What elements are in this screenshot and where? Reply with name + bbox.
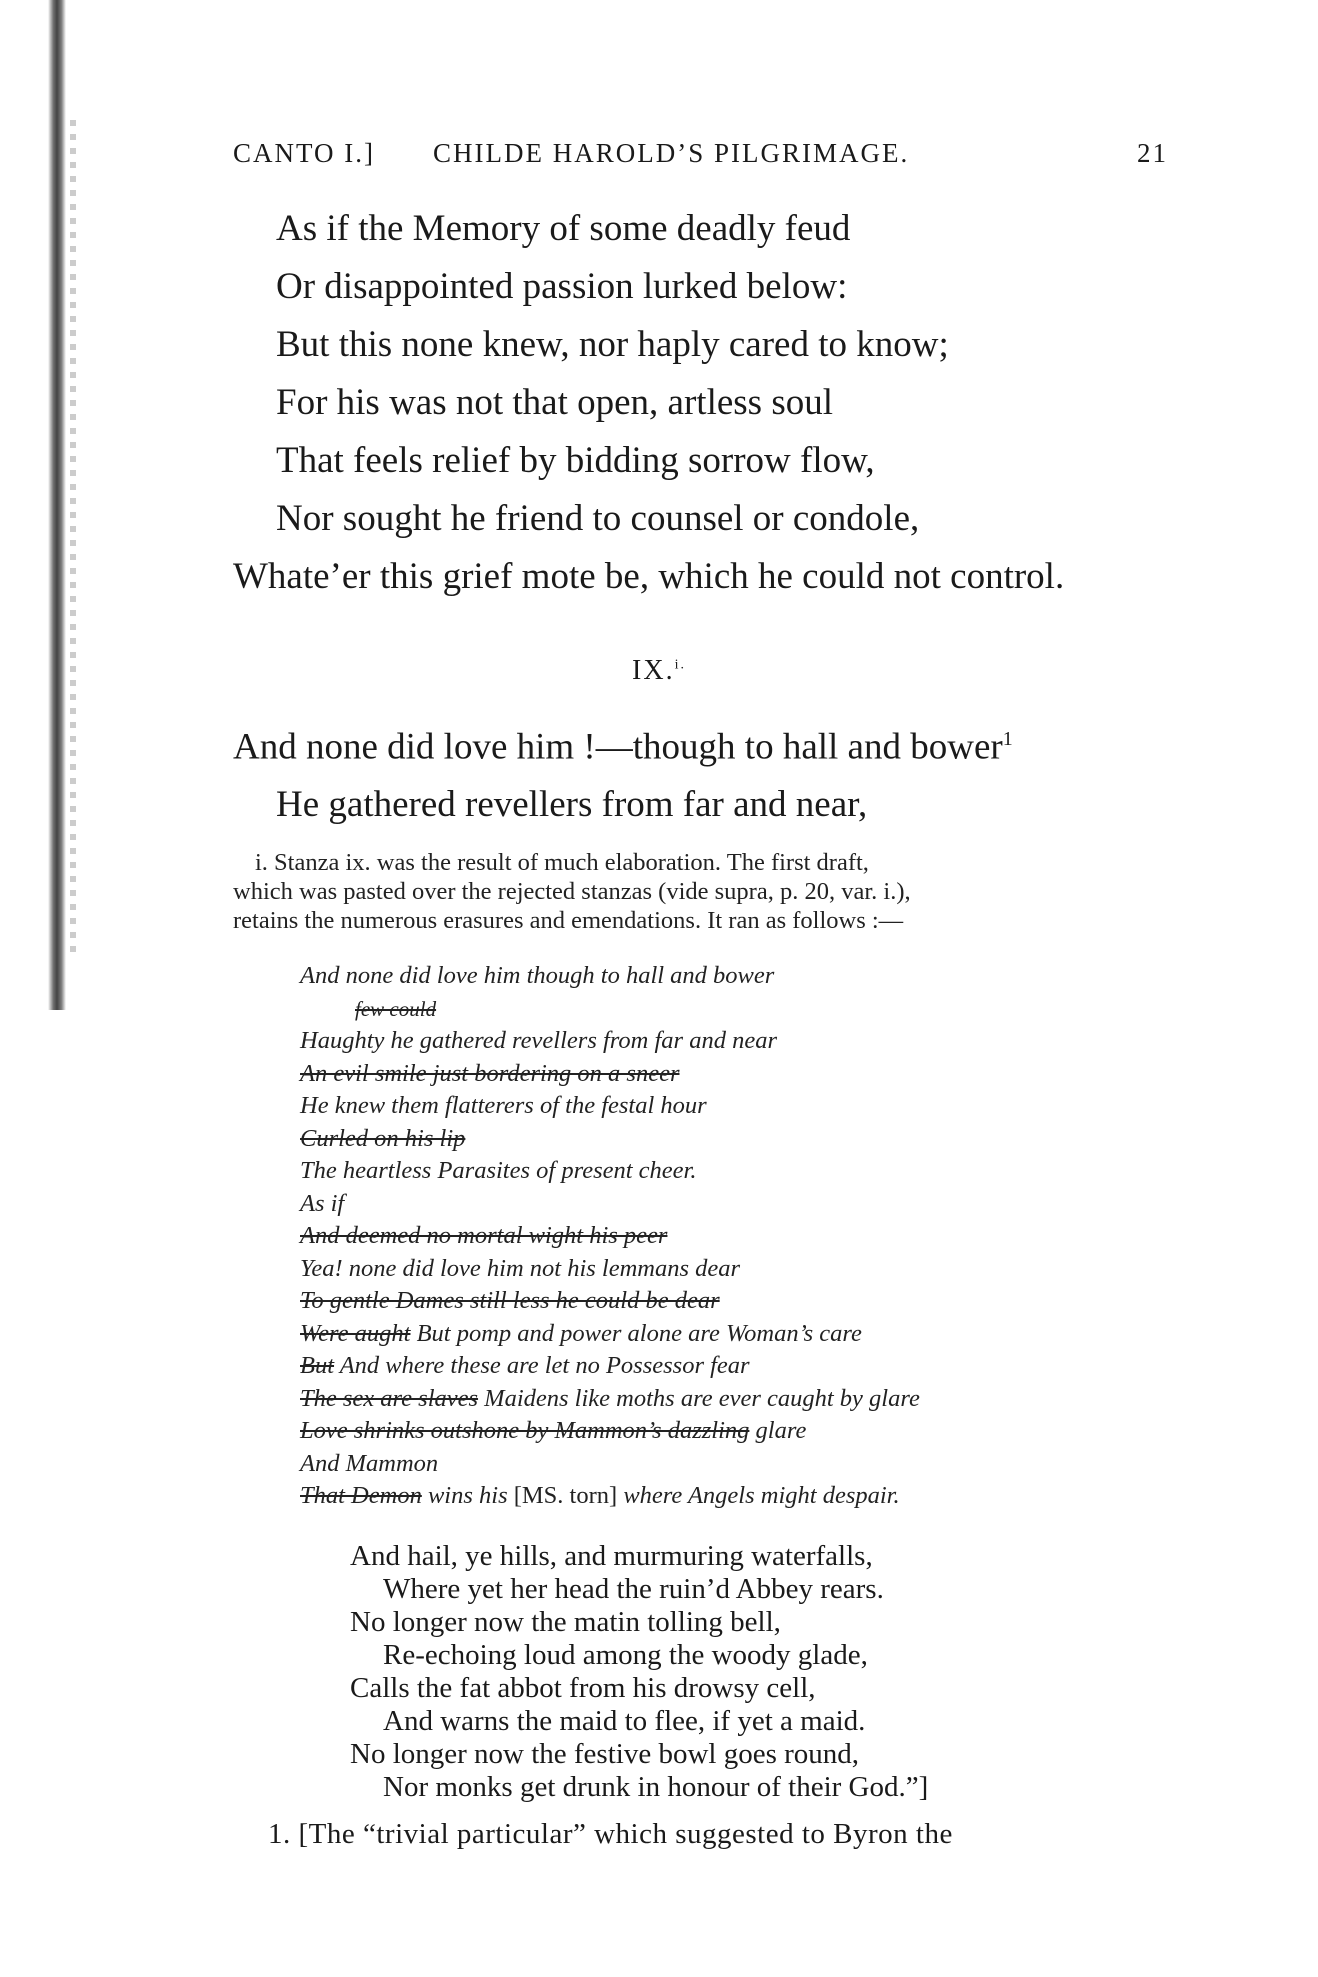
struck-text: But <box>300 1352 335 1379</box>
editorial-note: [MS. torn] <box>513 1482 618 1509</box>
draft-line-struck <box>300 1123 920 1156</box>
note-line: which was pasted over the rejected stanzas (vide supra, p. 20, var. i.), <box>233 878 911 905</box>
struck-text: That Demon <box>300 1482 422 1509</box>
draft-line-struck <box>300 1058 920 1091</box>
poem-line: For his was not that open, artless soul <box>276 382 834 423</box>
quote-line: Calls the fat abbot from his drowsy cell, <box>350 1672 816 1704</box>
struck-text: Were aught <box>300 1319 411 1347</box>
page-binding-shadow <box>70 120 76 960</box>
quote-line: And warns the maid to flee, if yet a maid. <box>383 1705 866 1737</box>
draft-line: Yea! none did love him not his lemmans dear <box>300 1254 741 1282</box>
draft-text: glare <box>749 1417 807 1444</box>
poem-line: As if the Memory of some deadly feud <box>276 208 851 249</box>
footnote-ref: 1 <box>1002 728 1013 750</box>
quote-line: And hail, ye hills, and murmuring waterfalls, <box>350 1540 873 1572</box>
struck-text: few could <box>355 996 437 1021</box>
page-binding-edge <box>48 0 66 1010</box>
quoted-verse <box>350 1540 928 1804</box>
poem-top <box>233 200 1064 606</box>
footnote: 1. [The “trivial particular” which suggested to Byron the <box>268 1818 953 1850</box>
draft-text: But pomp and power alone are Woman’s care <box>410 1319 862 1347</box>
quote-line: No longer now the festive bowl goes round, <box>350 1738 860 1770</box>
first-draft <box>300 960 920 1513</box>
poem-line: That feels relief by bidding sorrow flow, <box>276 440 875 481</box>
stanza-ix-lines <box>233 710 1013 834</box>
header-canto: CANTO I.] <box>233 138 375 168</box>
draft-line: And none did love him though to hall and bower <box>300 962 775 989</box>
poem-line: Or disappointed passion lurked below: <box>276 266 848 307</box>
struck-text: Love shrinks outshone by Mammon’s dazzling <box>300 1417 750 1444</box>
draft-line: Haughty he gathered revellers from far and near <box>300 1027 777 1054</box>
draft-text: And where these are let no Possessor fear <box>334 1352 750 1379</box>
draft-text: where Angels might despair. <box>617 1482 900 1509</box>
poem-line <box>233 710 1013 776</box>
poem-line: Nor sought he friend to counsel or condole, <box>276 498 920 539</box>
struck-text: And deemed no mortal wight his peer <box>300 1222 668 1249</box>
struck-text: The sex are slaves <box>300 1384 479 1412</box>
draft-line <box>300 1318 920 1351</box>
variant-note <box>233 848 1179 935</box>
draft-line <box>300 1480 920 1513</box>
page-number: 21 <box>1137 138 1168 168</box>
poem-line: But this none knew, nor haply cared to know; <box>276 324 949 365</box>
note-line: i. Stanza ix. was the result of much elaboration. The first draft, <box>255 849 869 876</box>
draft-line-struck <box>300 1285 920 1318</box>
stanza-numeral: IX. <box>632 655 675 686</box>
struck-text: Curled on his lip <box>300 1124 466 1152</box>
stanza-heading <box>0 655 1318 687</box>
quote-line: Where yet her head the ruin’d Abbey rears. <box>383 1573 884 1605</box>
stanza-variant-mark: i. <box>674 657 686 673</box>
stanza-line-text: And none did love him !—though to hall and bower <box>233 726 1003 768</box>
draft-text: Maidens like moths are ever caught by glare <box>478 1384 920 1412</box>
draft-line <box>300 1415 920 1448</box>
draft-text: wins his <box>421 1482 514 1509</box>
draft-line: He knew them flatterers of the festal hour <box>300 1092 707 1119</box>
struck-text: An evil smile just bordering on a sneer <box>300 1059 680 1087</box>
quote-line: Nor monks get drunk in honour of their God.”] <box>383 1771 929 1803</box>
struck-text: To gentle Dames still less he could be dear <box>300 1287 720 1314</box>
draft-line-struck <box>300 993 920 1026</box>
draft-line <box>300 1383 920 1416</box>
poem-line: Whate’er this grief mote be, which he could not control. <box>233 556 1065 597</box>
draft-line: And Mammon <box>300 1449 439 1477</box>
running-header <box>233 138 1168 174</box>
draft-line: As if <box>300 1189 345 1217</box>
poem-line: He gathered revellers from far and near, <box>276 784 868 826</box>
draft-line-struck <box>300 1220 920 1253</box>
quote-line: Re-echoing loud among the woody glade, <box>383 1639 868 1671</box>
quote-line: No longer now the matin tolling bell, <box>350 1606 781 1638</box>
note-line: retains the numerous erasures and emendations. It ran as follows :— <box>233 907 904 934</box>
header-title: CHILDE HAROLD’S PILGRIMAGE. <box>433 138 910 168</box>
draft-line: The heartless Parasites of present cheer. <box>300 1157 697 1184</box>
draft-line <box>300 1350 920 1383</box>
